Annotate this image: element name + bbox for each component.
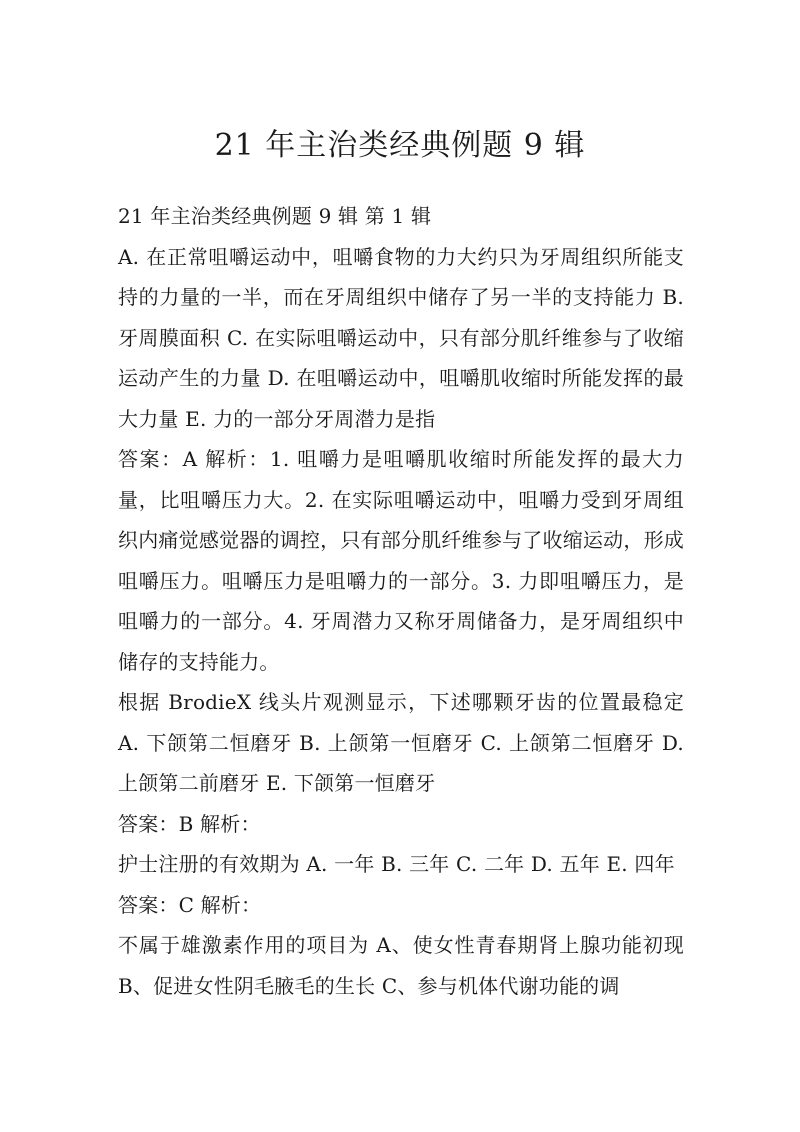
document-body (118, 196, 684, 1006)
answer-2: 答案：B 解析： (118, 811, 261, 836)
answer-1: 答案：A 解析：1. 咀嚼力是咀嚼肌收缩时所能发挥的最大力量，比咀嚼压力大。2. 在实际咀嚼运动中，咀嚼力受到牙周组织内痛觉感觉器的调控，只有部分肌纤维参与了收缩运动，形成咀嚼压力。咀嚼压力是咀嚼力的一部分。3. 力即咀嚼压力，是咀嚼力的一部分。4. 牙周潜力又称牙周储备力，是牙周组织中储存的支持能力。 (118, 447, 684, 674)
question-2: 根据 BrodieX 线头片观测显示，下述哪颗牙齿的位置最稳定 A. 下颌第二恒磨牙 B. 上颌第一恒磨牙 C. 上颌第二恒磨牙 D. 上颌第二前磨牙 E. 下颌第一恒磨牙 (118, 690, 684, 795)
question-4: 不属于雄激素作用的项目为 A、使女性青春期肾上腺功能初现 B、促进女性阴毛腋毛的生长 C、参与机体代谢功能的调 (118, 933, 684, 998)
section-heading: 21 年主治类经典例题 9 辑 第 1 辑 (118, 204, 432, 228)
document-title: 21 年主治类经典例题 9 辑 (214, 128, 586, 163)
question-1: A. 在正常咀嚼运动中，咀嚼食物的力大约只为牙周组织所能支持的力量的一半，而在牙周组织中储存了另一半的支持能力 B. 牙周膜面积 C. 在实际咀嚼运动中，只有部分肌纤维参与了收缩运动产生的力量 D. 在咀嚼运动中，咀嚼肌收缩时所能发挥的最大力量 E. 力的一部分牙周潜力是指 (118, 244, 684, 431)
answer-3: 答案：C 解析： (118, 892, 262, 917)
question-3: 护士注册的有效期为 A. 一年 B. 三年 C. 二年 D. 五年 E. 四年 (118, 852, 675, 876)
